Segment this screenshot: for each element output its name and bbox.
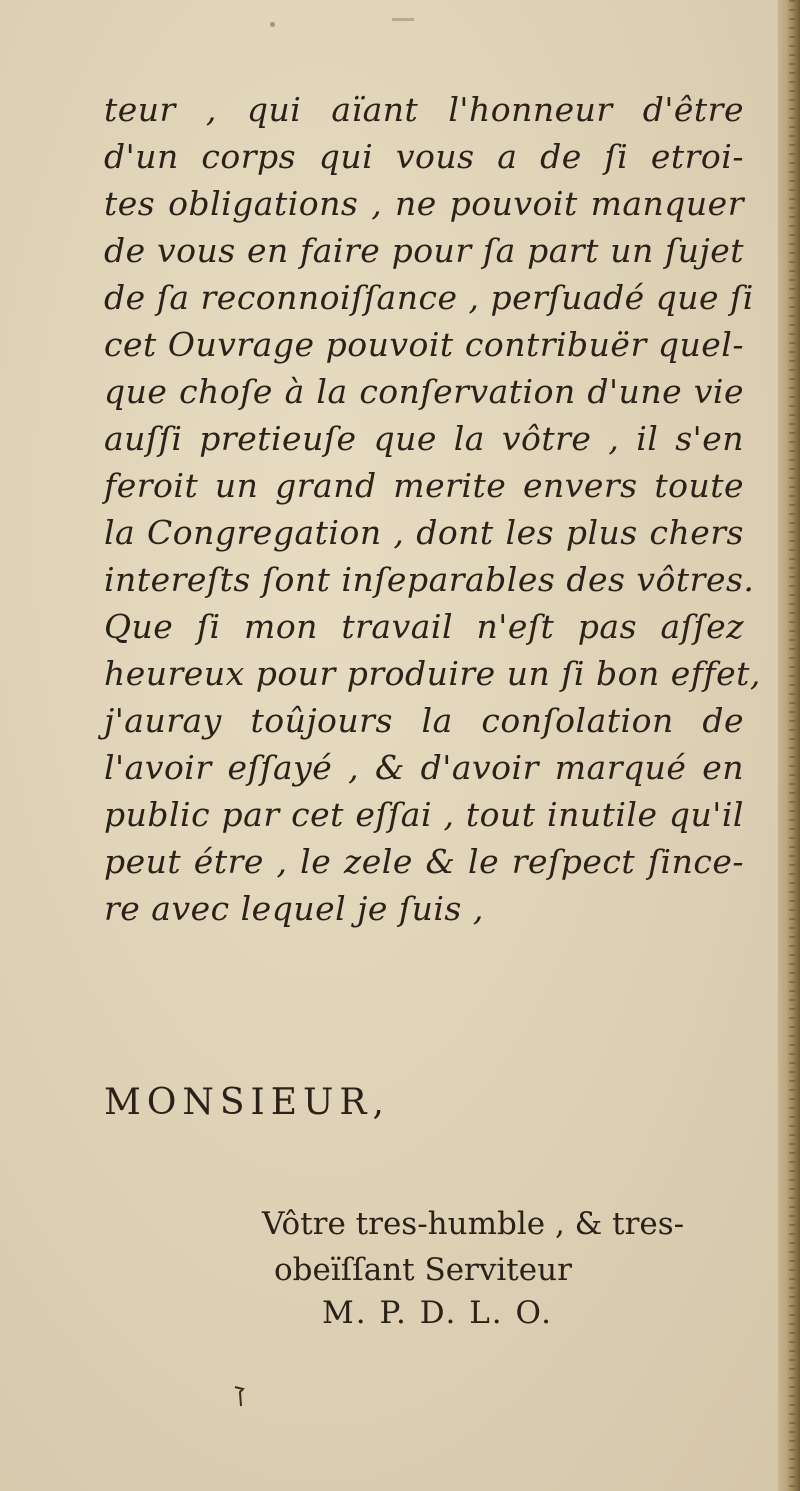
body-line: que choſe à la conſervation d'une vie xyxy=(104,372,744,411)
body-line: re avec lequel je ſuis , xyxy=(104,889,484,928)
letter-body xyxy=(104,86,761,932)
body-line: tes obligations , ne pouvoit manquer xyxy=(104,184,744,223)
body-line: la Congregation , dont les plus chers xyxy=(104,513,744,552)
body-line: auſſi pretieuſe que la vôtre , il s'en xyxy=(104,419,744,458)
body-line: feroit un grand merite envers toute xyxy=(104,466,744,505)
body-line: peut étre , le zele & le reſpect ſince- xyxy=(104,842,744,881)
ink-speck xyxy=(270,22,275,27)
body-line: public par cet eſſai , tout inutile qu'il xyxy=(104,795,744,834)
body-line: intereſts ſont inſeparables des vôtres. xyxy=(104,560,755,599)
body-line: de vous en faire pour ſa part un ſujet xyxy=(104,231,744,270)
body-line: Que ſi mon travail n'eſt pas aſſez xyxy=(104,607,744,646)
binding-edge xyxy=(789,0,795,1491)
body-line: heureux pour produire un ſi bon effet, xyxy=(104,654,761,693)
signature-initials: M. P. D. L. O. xyxy=(322,1295,553,1331)
body-line: de ſa reconnoiſſance , perſuadé que ſi xyxy=(104,278,754,317)
signature-line-2: obeïſſant Serviteur xyxy=(274,1252,572,1288)
salutation: MONSIEUR, xyxy=(104,1082,390,1123)
body-line: cet Ouvrage pouvoit contribuër quel- xyxy=(104,325,744,364)
body-line: j'auray toûjours la conſolation de xyxy=(104,701,744,740)
body-line: d'un corps qui vous a de ſi etroi- xyxy=(104,137,744,176)
body-line: l'avoir eſſayé , & d'avoir marqué en xyxy=(104,748,744,787)
body-line: teur , qui aïant l'honneur d'être xyxy=(104,90,744,129)
ink-mark xyxy=(232,1384,246,1415)
signature-line-1: Vôtre tres-humble , & tres- xyxy=(262,1206,685,1242)
ink-smudge xyxy=(392,18,414,21)
